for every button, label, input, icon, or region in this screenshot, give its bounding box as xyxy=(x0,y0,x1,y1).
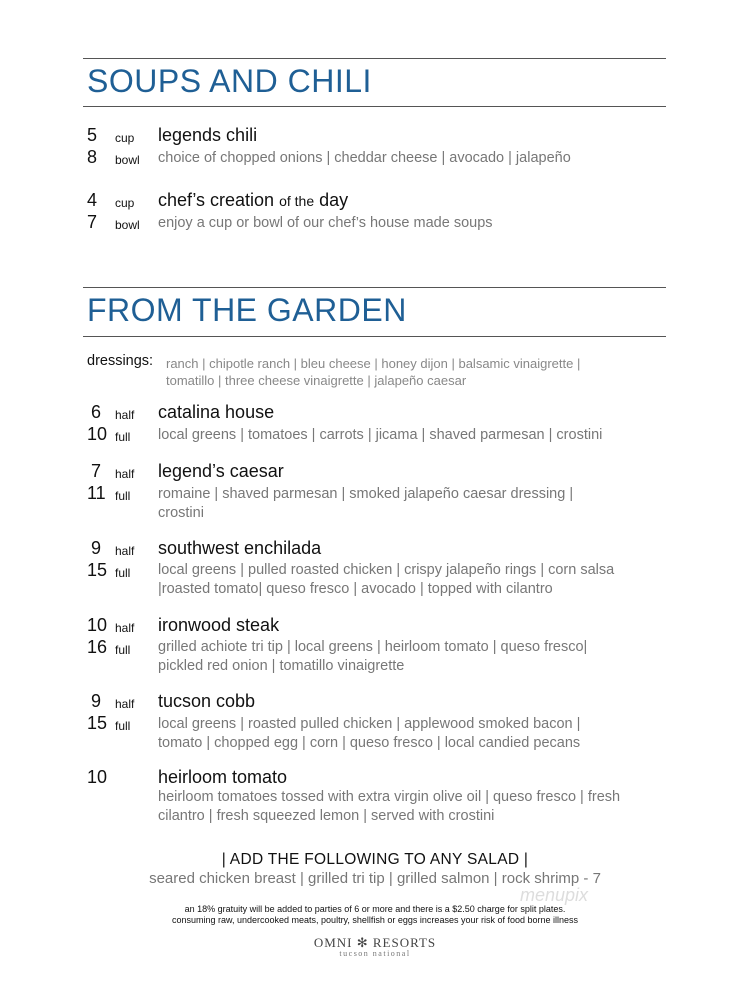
dressings-line: tomatillo | three cheese vinaigrette | jalapeño caesar xyxy=(166,373,467,388)
item-desc-legends-caesar xyxy=(158,485,678,522)
price-half: 7 xyxy=(91,461,102,481)
unit-half: half xyxy=(115,621,135,635)
item-desc-ironwood-steak xyxy=(158,638,678,675)
dressings-line: ranch | chipotle ranch | bleu cheese | honey dijon | balsamic vinaigrette | xyxy=(166,356,581,371)
logo-sub: tucson national xyxy=(339,949,411,958)
desc-line: heirloom tomatoes tossed with extra virgin olive oil | queso fresco | fresh xyxy=(158,789,621,805)
item-desc-catalina-house: local greens | tomatoes | carrots | jicama | shaved parmesan | crostini xyxy=(158,427,603,443)
desc-line: local greens | pulled roasted chicken | crispy jalapeño rings | corn salsa xyxy=(158,562,615,578)
desc-line: grilled achiote tri tip | local greens | heirloom tomato | queso fresco| xyxy=(158,639,588,655)
desc-line: pickled red onion | tomatillo vinaigrette xyxy=(158,657,405,674)
unit-bowl: bowl xyxy=(115,153,140,167)
price-half: 10 xyxy=(87,615,108,635)
item-name-ironwood-steak: ironwood steak xyxy=(158,615,280,635)
item-desc-legends-chili: choice of chopped onions | cheddar cheese | avocado | jalapeño xyxy=(158,150,571,166)
top-rule xyxy=(83,58,666,59)
price-full: 11 xyxy=(87,483,106,503)
price-half: 9 xyxy=(91,691,102,711)
desc-line: tomato | chopped egg | corn | queso fresco | local candied pecans xyxy=(158,734,581,751)
item-desc-chefs-creation: enjoy a cup or bowl of our chef’s house made soups xyxy=(158,215,493,231)
dressings-list xyxy=(166,355,656,389)
health-warning: consuming raw, undercooked meats, poultry, shellfish or eggs increases your risk of food borne illness xyxy=(171,915,579,925)
item-name-legends-caesar: legend’s caesar xyxy=(158,461,284,481)
item-name-chefs-creation xyxy=(158,190,348,211)
gratuity-note: an 18% gratuity will be added to parties of 6 or more and there is a $2.50 charge for split plates. xyxy=(184,904,566,914)
watermark: menupix xyxy=(520,885,589,905)
unit-half: half xyxy=(115,408,135,422)
unit-cup: cup xyxy=(115,131,135,145)
price-bowl: 8 xyxy=(87,147,98,167)
item-name-heirloom-tomato: heirloom tomato xyxy=(158,767,288,787)
desc-line: romaine | shaved parmesan | smoked jalapeño caesar dressing | xyxy=(158,486,574,502)
item-desc-tucson-cobb xyxy=(158,715,678,752)
unit-half: half xyxy=(115,544,135,558)
section-title-garden: FROM THE GARDEN xyxy=(87,292,407,328)
price-full: 10 xyxy=(87,424,108,444)
item-name-tucson-cobb: tucson cobb xyxy=(158,691,256,711)
soups-title-rule xyxy=(83,106,666,107)
price-single: 10 xyxy=(87,767,108,787)
unit-full: full xyxy=(115,643,131,657)
price-full: 15 xyxy=(87,560,108,580)
item-desc-heirloom-tomato xyxy=(158,788,678,825)
garden-top-rule xyxy=(83,287,666,288)
item-name-legends-chili: legends chili xyxy=(158,125,258,145)
addons-title: | ADD THE FOLLOWING TO ANY SALAD | xyxy=(221,851,529,868)
omni-resorts-logo xyxy=(0,935,750,958)
dressings-label: dressings: xyxy=(87,353,154,369)
name-part-small: of the xyxy=(279,193,315,209)
desc-line: cilantro | fresh squeezed lemon | served with crostini xyxy=(158,807,495,824)
item-name-southwest-enchilada: southwest enchilada xyxy=(158,538,322,558)
price-cup: 4 xyxy=(87,190,98,210)
logo-main: OMNI ✻ RESORTS xyxy=(313,935,437,950)
price-half: 6 xyxy=(91,402,102,422)
unit-full: full xyxy=(115,489,131,503)
unit-half: half xyxy=(115,467,135,481)
desc-line: |roasted tomato| queso fresco | avocado | topped with cilantro xyxy=(158,580,553,597)
desc-line: local greens | roasted pulled chicken | applewood smoked bacon | xyxy=(158,716,581,732)
unit-half: half xyxy=(115,697,135,711)
price-full: 16 xyxy=(87,637,108,657)
garden-title-rule xyxy=(83,336,666,337)
unit-full: full xyxy=(115,719,131,733)
desc-line: crostini xyxy=(158,504,204,521)
unit-bowl: bowl xyxy=(115,218,140,232)
unit-full: full xyxy=(115,430,131,444)
item-name-catalina-house: catalina house xyxy=(158,402,275,422)
name-part: day xyxy=(319,190,349,210)
item-desc-southwest-enchilada xyxy=(158,561,678,598)
price-half: 9 xyxy=(91,538,102,558)
unit-full: full xyxy=(115,566,131,580)
price-full: 15 xyxy=(87,713,108,733)
price-cup: 5 xyxy=(87,125,98,145)
unit-cup: cup xyxy=(115,196,135,210)
name-part: chef’s creation xyxy=(158,190,275,210)
price-bowl: 7 xyxy=(87,212,98,232)
addons-list: seared chicken breast | grilled tri tip | grilled salmon | rock shrimp - 7 xyxy=(149,870,601,887)
section-title-soups: SOUPS AND CHILI xyxy=(87,63,372,99)
